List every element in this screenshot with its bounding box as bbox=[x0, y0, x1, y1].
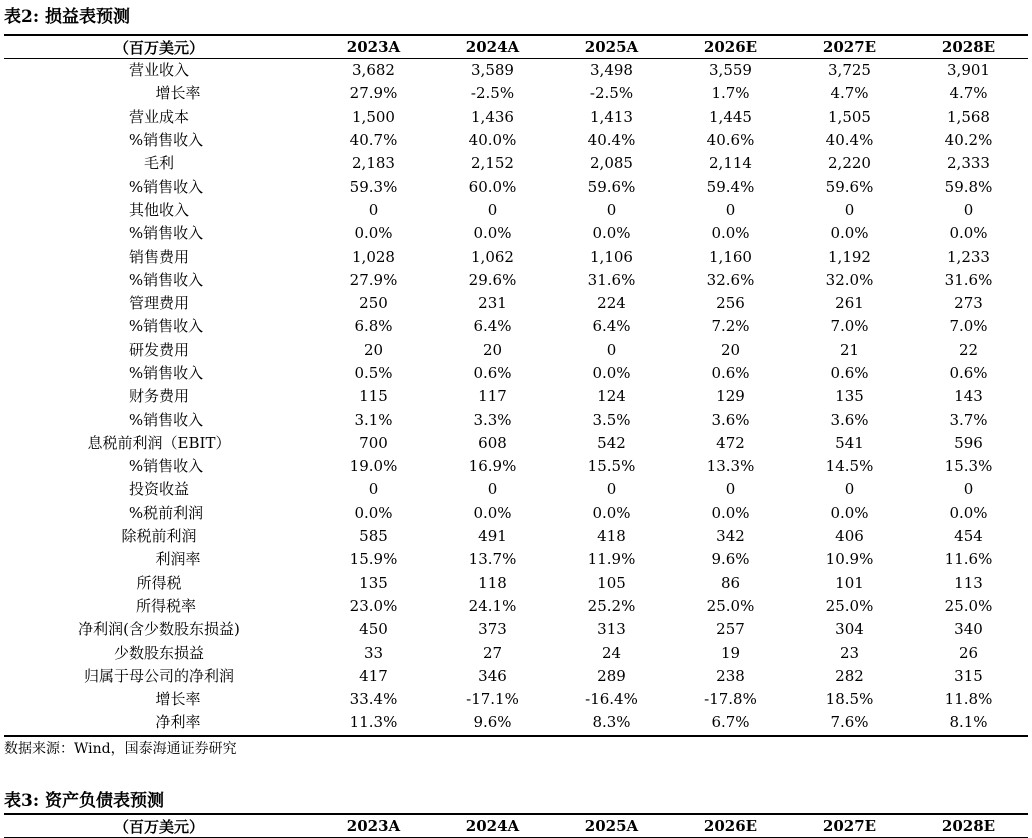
table-cell: 40.7% bbox=[349, 131, 398, 150]
table-cell: 3.1% bbox=[354, 410, 393, 429]
table-row bbox=[4, 106, 1028, 129]
table-row bbox=[4, 595, 1028, 618]
row-label: %销售收入 bbox=[128, 364, 204, 382]
table-cell: -2.5% bbox=[470, 84, 515, 103]
table-cell: 20 bbox=[363, 340, 384, 359]
table-row bbox=[4, 408, 1028, 431]
table-cell: 105 bbox=[597, 573, 626, 592]
table-cell: 346 bbox=[478, 666, 507, 685]
row-label: 所得税率 bbox=[135, 596, 196, 615]
table-cell: 40.0% bbox=[468, 131, 517, 150]
row-label: 研发费用 bbox=[128, 340, 189, 359]
table-cell: 1,568 bbox=[947, 107, 990, 126]
row-label: 其他收入 bbox=[128, 200, 189, 219]
table-cell: 6.8% bbox=[354, 317, 393, 336]
table-cell: 31.6% bbox=[944, 270, 993, 289]
header-year: 2026E bbox=[671, 35, 790, 59]
table-cell: 231 bbox=[478, 294, 507, 313]
row-label: 营业成本 bbox=[128, 107, 189, 126]
table-cell: 1,106 bbox=[590, 247, 633, 266]
table-cell: 340 bbox=[954, 620, 983, 639]
table-cell: 261 bbox=[835, 294, 864, 313]
table-cell: 27 bbox=[482, 643, 503, 662]
table-cell: 2,114 bbox=[709, 154, 752, 173]
table-cell: 0 bbox=[487, 480, 498, 499]
table-cell: 0 bbox=[725, 200, 736, 219]
balance-sheet-table bbox=[4, 813, 1028, 838]
table-cell: 15.9% bbox=[349, 550, 398, 569]
table-cell: -2.5% bbox=[589, 84, 634, 103]
table-cell: 59.6% bbox=[587, 177, 636, 196]
table-cell: 3.3% bbox=[473, 410, 512, 429]
table-cell: 18.5% bbox=[825, 690, 874, 709]
table-cell: 32.6% bbox=[706, 270, 755, 289]
table-cell: 15.5% bbox=[587, 457, 636, 476]
table-cell: 2,333 bbox=[947, 154, 990, 173]
header-year: 2026E bbox=[671, 814, 790, 838]
row-label: 除税前利润 bbox=[121, 527, 197, 546]
header-year: 2028E bbox=[909, 35, 1028, 59]
table-cell: 238 bbox=[716, 666, 745, 685]
table-cell: 25.0% bbox=[944, 596, 993, 615]
table-cell: 8.1% bbox=[949, 713, 988, 732]
table-row bbox=[4, 199, 1028, 222]
table-cell: 3.6% bbox=[711, 410, 750, 429]
table-cell: 2,085 bbox=[590, 154, 633, 173]
table-cell: 11.6% bbox=[944, 550, 993, 569]
table-row bbox=[4, 711, 1028, 735]
table-cell: 0 bbox=[725, 480, 736, 499]
row-label: %税前利润 bbox=[128, 503, 204, 522]
table-cell: 3.6% bbox=[830, 410, 869, 429]
table-cell: 11.8% bbox=[944, 690, 993, 709]
row-label: 销售费用 bbox=[128, 247, 189, 266]
table-cell: 20 bbox=[482, 340, 503, 359]
table-cell: 3,901 bbox=[947, 61, 990, 80]
row-label: 息税前利润（EBIT） bbox=[87, 433, 231, 452]
row-label: 利润率 bbox=[155, 550, 201, 569]
table-cell: 14.5% bbox=[825, 457, 874, 476]
table-cell: 541 bbox=[835, 433, 864, 452]
table-cell: 608 bbox=[478, 433, 507, 452]
table-cell: 59.4% bbox=[706, 177, 755, 196]
table-cell: 585 bbox=[359, 527, 388, 546]
table-cell: 13.3% bbox=[706, 457, 755, 476]
table-cell: 0.0% bbox=[473, 503, 512, 522]
header-year: 2025A bbox=[552, 814, 671, 838]
table-cell: 6.4% bbox=[473, 317, 512, 336]
header-year: 2027E bbox=[790, 814, 909, 838]
table-cell: 143 bbox=[954, 387, 983, 406]
table-cell: 101 bbox=[835, 573, 864, 592]
table-cell: 113 bbox=[954, 573, 983, 592]
table-cell: -17.1% bbox=[466, 690, 519, 709]
table-cell: 0.0% bbox=[711, 503, 750, 522]
table-cell: 0.0% bbox=[354, 224, 393, 243]
table-cell: 0 bbox=[606, 480, 617, 499]
table-cell: 11.9% bbox=[587, 550, 636, 569]
table-cell: 6.7% bbox=[711, 713, 750, 732]
row-label: 投资收益 bbox=[128, 480, 189, 499]
row-label: 净利率 bbox=[155, 713, 201, 732]
table-cell: 0.6% bbox=[711, 364, 750, 382]
table-row bbox=[4, 455, 1028, 478]
table-row bbox=[4, 548, 1028, 571]
table-row bbox=[4, 129, 1028, 152]
header-year: 2023A bbox=[314, 35, 433, 59]
table-row bbox=[4, 82, 1028, 105]
table-cell: 450 bbox=[359, 620, 388, 639]
table-cell: 19.0% bbox=[349, 457, 398, 476]
table-cell: 2,152 bbox=[471, 154, 514, 173]
row-label: 少数股东损益 bbox=[113, 643, 204, 662]
table-cell: 0.5% bbox=[354, 364, 393, 382]
table-cell: -17.8% bbox=[704, 690, 757, 709]
table-row bbox=[4, 688, 1028, 711]
table-cell: 20 bbox=[720, 340, 741, 359]
table-cell: 25.0% bbox=[825, 596, 874, 615]
table-cell: 0.0% bbox=[592, 364, 631, 382]
table-cell: 1,413 bbox=[590, 107, 633, 126]
table-cell: 33 bbox=[363, 643, 384, 662]
table-cell: 1,192 bbox=[828, 247, 871, 266]
table-cell: 124 bbox=[597, 387, 626, 406]
table-cell: 0.6% bbox=[830, 364, 869, 382]
table-cell: 542 bbox=[597, 433, 626, 452]
row-label: %销售收入 bbox=[128, 317, 204, 336]
table-title: 表3: 资产负债表预测 bbox=[4, 791, 165, 811]
table-row bbox=[4, 315, 1028, 338]
table-cell: 27.9% bbox=[349, 270, 398, 289]
table-row bbox=[4, 665, 1028, 688]
table-cell: 59.8% bbox=[944, 177, 993, 196]
table-cell: 373 bbox=[478, 620, 507, 639]
table-row bbox=[4, 502, 1028, 525]
row-label: 管理费用 bbox=[128, 294, 189, 313]
table-cell: 406 bbox=[835, 527, 864, 546]
table-cell: 304 bbox=[835, 620, 864, 639]
table-row bbox=[4, 525, 1028, 548]
table-cell: 0.0% bbox=[949, 224, 988, 243]
table-cell: 129 bbox=[716, 387, 745, 406]
table-row bbox=[4, 222, 1028, 245]
row-label: %销售收入 bbox=[128, 270, 204, 289]
data-source-note: 数据来源：Wind，国泰海通证券研究 bbox=[4, 741, 237, 757]
table-row bbox=[4, 362, 1028, 385]
table-row bbox=[4, 269, 1028, 292]
table-cell: 26 bbox=[958, 643, 979, 662]
table-cell: 1,505 bbox=[828, 107, 871, 126]
table-cell: 472 bbox=[716, 433, 745, 452]
table-cell: 3.7% bbox=[949, 410, 988, 429]
table-row bbox=[4, 572, 1028, 595]
table-cell: 3,589 bbox=[471, 61, 514, 80]
table-cell: 2,183 bbox=[352, 154, 395, 173]
table-cell: 25.0% bbox=[706, 596, 755, 615]
table-cell: 0.6% bbox=[949, 364, 988, 382]
table-cell: 7.6% bbox=[830, 713, 869, 732]
row-label: 增长率 bbox=[155, 690, 201, 709]
table-cell: 86 bbox=[720, 573, 741, 592]
table-cell: 342 bbox=[716, 527, 745, 546]
table-cell: 21 bbox=[839, 340, 860, 359]
table-row bbox=[4, 245, 1028, 268]
table-cell: 0 bbox=[368, 480, 379, 499]
table-cell: 40.4% bbox=[825, 131, 874, 150]
table-cell: 250 bbox=[359, 294, 388, 313]
table-cell: 15.3% bbox=[944, 457, 993, 476]
table-cell: 1,233 bbox=[947, 247, 990, 266]
table-row bbox=[4, 478, 1028, 501]
table-cell: 256 bbox=[716, 294, 745, 313]
table-cell: 9.6% bbox=[711, 550, 750, 569]
table-cell: 1,445 bbox=[709, 107, 752, 126]
row-label: 归属于母公司的净利润 bbox=[83, 666, 234, 685]
table-cell: 3,559 bbox=[709, 61, 752, 80]
table-row bbox=[4, 432, 1028, 455]
row-label: %销售收入 bbox=[128, 177, 204, 196]
row-label: 净利润(含少数股东损益) bbox=[78, 620, 240, 639]
table-cell: 1,028 bbox=[352, 247, 395, 266]
table-cell: 10.9% bbox=[825, 550, 874, 569]
table-row bbox=[4, 618, 1028, 641]
table-cell: 491 bbox=[478, 527, 507, 546]
table-cell: 0 bbox=[963, 200, 974, 219]
table-cell: 4.7% bbox=[830, 84, 869, 103]
header-year: 2024A bbox=[433, 814, 552, 838]
table-cell: 31.6% bbox=[587, 270, 636, 289]
header-year: 2027E bbox=[790, 35, 909, 59]
table-title: 表2: 损益表预测 bbox=[4, 7, 131, 27]
table-cell: 257 bbox=[716, 620, 745, 639]
table-cell: 1,062 bbox=[471, 247, 514, 266]
table-cell: 0.0% bbox=[354, 503, 393, 522]
table-row bbox=[4, 59, 1028, 83]
header-year: 2028E bbox=[909, 814, 1028, 838]
table-cell: 7.0% bbox=[949, 317, 988, 336]
table-cell: 29.6% bbox=[468, 270, 517, 289]
table-row bbox=[4, 641, 1028, 664]
table-cell: 313 bbox=[597, 620, 626, 639]
row-label: %销售收入 bbox=[128, 457, 204, 476]
table-cell: 3.5% bbox=[592, 410, 631, 429]
table-cell: 0 bbox=[844, 480, 855, 499]
table-cell: 0 bbox=[606, 200, 617, 219]
table-cell: 3,682 bbox=[352, 61, 395, 80]
row-label: 营业收入 bbox=[128, 61, 189, 80]
row-label: 增长率 bbox=[155, 84, 201, 103]
table-cell: 454 bbox=[954, 527, 983, 546]
table-row bbox=[4, 292, 1028, 315]
table-cell: 1,500 bbox=[352, 107, 395, 126]
table-cell: 3,725 bbox=[828, 61, 871, 80]
table-cell: 0.0% bbox=[592, 503, 631, 522]
row-label: %销售收入 bbox=[128, 224, 204, 243]
header-unit-label: （百万美元） bbox=[4, 814, 314, 838]
table-cell: 23 bbox=[839, 643, 860, 662]
table-cell: 273 bbox=[954, 294, 983, 313]
table-cell: 135 bbox=[835, 387, 864, 406]
table-cell: 1,160 bbox=[709, 247, 752, 266]
table-cell: 118 bbox=[478, 573, 507, 592]
table-cell: 117 bbox=[478, 387, 507, 406]
table-cell: 27.9% bbox=[349, 84, 398, 103]
table-cell: 417 bbox=[359, 666, 388, 685]
table-cell: 418 bbox=[597, 527, 626, 546]
header-unit-label: （百万美元） bbox=[4, 35, 314, 59]
table-cell: 0 bbox=[844, 200, 855, 219]
income-statement-table bbox=[4, 34, 1028, 737]
table-cell: 0.0% bbox=[473, 224, 512, 243]
header-year: 2023A bbox=[314, 814, 433, 838]
table-cell: 1,436 bbox=[471, 107, 514, 126]
table-cell: 9.6% bbox=[473, 713, 512, 732]
table-cell: 24.1% bbox=[468, 596, 517, 615]
table-cell: 0 bbox=[368, 200, 379, 219]
table-cell: 19 bbox=[720, 643, 741, 662]
table-cell: 40.4% bbox=[587, 131, 636, 150]
table-cell: 16.9% bbox=[468, 457, 517, 476]
header-year: 2024A bbox=[433, 35, 552, 59]
table-row bbox=[4, 152, 1028, 175]
table-header-row bbox=[4, 35, 1028, 59]
table-cell: 24 bbox=[601, 643, 622, 662]
table-cell: 224 bbox=[597, 294, 626, 313]
table-cell: 32.0% bbox=[825, 270, 874, 289]
row-label: 财务费用 bbox=[128, 387, 189, 406]
table-cell: 289 bbox=[597, 666, 626, 685]
row-label: 所得税 bbox=[136, 573, 182, 592]
table-cell: 0.0% bbox=[592, 224, 631, 243]
table-cell: 22 bbox=[958, 340, 979, 359]
table-cell: 115 bbox=[359, 387, 388, 406]
row-label: %销售收入 bbox=[128, 131, 204, 150]
table-cell: 0 bbox=[963, 480, 974, 499]
table-cell: 2,220 bbox=[828, 154, 871, 173]
table-cell: 0.0% bbox=[830, 503, 869, 522]
table-cell: 6.4% bbox=[592, 317, 631, 336]
table-cell: 0.6% bbox=[473, 364, 512, 382]
table-cell: 282 bbox=[835, 666, 864, 685]
table-cell: 3,498 bbox=[590, 61, 633, 80]
table-cell: 0 bbox=[487, 200, 498, 219]
header-year: 2025A bbox=[552, 35, 671, 59]
table-cell: 0 bbox=[606, 340, 617, 359]
table-cell: -16.4% bbox=[585, 690, 638, 709]
table-cell: 23.0% bbox=[349, 596, 398, 615]
table-cell: 315 bbox=[954, 666, 983, 685]
table-row bbox=[4, 339, 1028, 362]
table-cell: 40.2% bbox=[944, 131, 993, 150]
table-cell: 59.6% bbox=[825, 177, 874, 196]
table-cell: 13.7% bbox=[468, 550, 517, 569]
table-cell: 60.0% bbox=[468, 177, 517, 196]
table-cell: 0.0% bbox=[711, 224, 750, 243]
table-header-row bbox=[4, 814, 1028, 838]
table-row bbox=[4, 175, 1028, 198]
table-cell: 59.3% bbox=[349, 177, 398, 196]
table-cell: 1.7% bbox=[711, 84, 750, 103]
row-label: 毛利 bbox=[143, 154, 174, 173]
table-cell: 7.2% bbox=[711, 317, 750, 336]
row-label: %销售收入 bbox=[128, 410, 204, 429]
table-cell: 4.7% bbox=[949, 84, 988, 103]
table-cell: 596 bbox=[954, 433, 983, 452]
table-cell: 40.6% bbox=[706, 131, 755, 150]
table-cell: 0.0% bbox=[830, 224, 869, 243]
table-cell: 11.3% bbox=[349, 713, 398, 732]
table-cell: 25.2% bbox=[587, 596, 636, 615]
table-cell: 135 bbox=[359, 573, 388, 592]
table-cell: 8.3% bbox=[592, 713, 631, 732]
table-cell: 0.0% bbox=[949, 503, 988, 522]
table-cell: 700 bbox=[359, 433, 388, 452]
table-row bbox=[4, 385, 1028, 408]
table-cell: 7.0% bbox=[830, 317, 869, 336]
table-cell: 33.4% bbox=[349, 690, 398, 709]
